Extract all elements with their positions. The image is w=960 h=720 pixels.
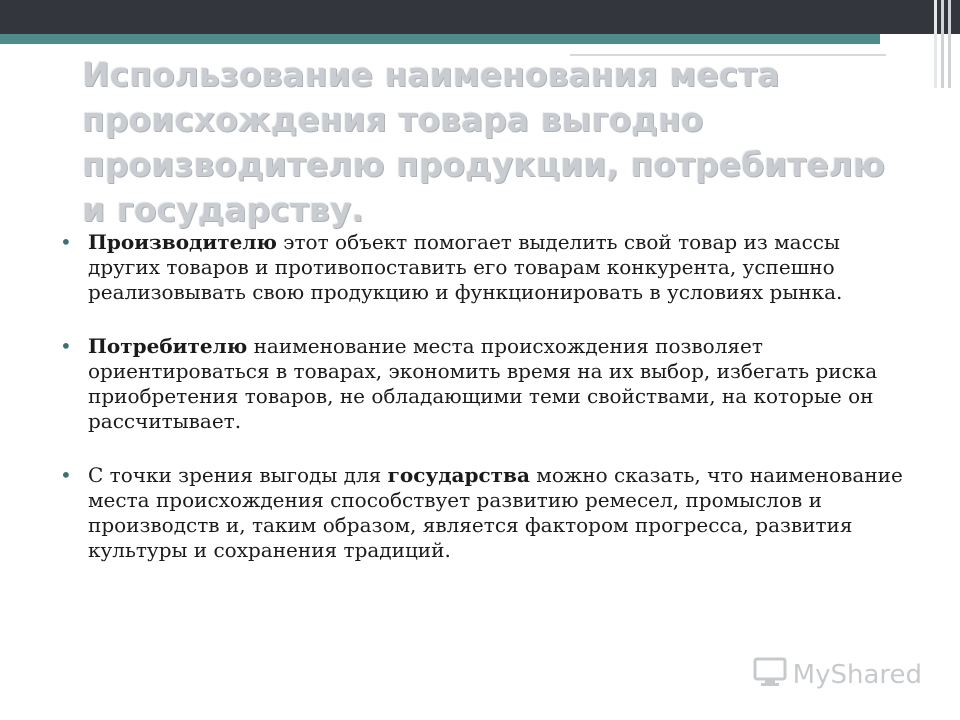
top-bar: [0, 0, 960, 34]
bullet-pre: С точки зрения выгоды для: [88, 463, 388, 487]
bullet-text: можно сказать, что наименование места происхождения способствует развитию ремесел, промыслов и производств и, таким образом, является фактором прогресса, развития культуры и сохранения традиций.: [88, 463, 903, 562]
slide-title: Использование наименования места происхождения товара выгодно производителю продукции, потребителю и государству.: [82, 55, 885, 229]
decorative-rails: [934, 0, 952, 88]
bullet-keyword: Потребителю: [88, 334, 248, 358]
watermark-text: MyShared: [792, 659, 922, 690]
bullet-keyword: Производителю: [88, 230, 277, 254]
slide-content: [58, 230, 908, 592]
rail: [948, 0, 951, 88]
rail: [941, 0, 944, 88]
bullet-keyword: государства: [387, 463, 530, 487]
bullet-text: этот объект помогает выделить свой товар из массы других товаров и противопоставить его товарам конкурента, успешно реализовывать свою продукцию и функционировать в условиях рынка.: [88, 230, 843, 304]
computer-icon: [753, 657, 787, 692]
bullet-consumer: [58, 334, 908, 434]
bullet-producer: [58, 230, 908, 305]
rail: [934, 0, 937, 88]
watermark-logo: [753, 657, 922, 692]
bullet-state: [58, 463, 908, 563]
bullet-text: наименование места происхождения позволяет ориентироваться в товарах, экономить время на их выбор, избегать риска приобретения товаров, не обладающими теми свойствами, на которые он рассчитывает.: [88, 334, 878, 433]
accent-bar: [0, 34, 880, 44]
